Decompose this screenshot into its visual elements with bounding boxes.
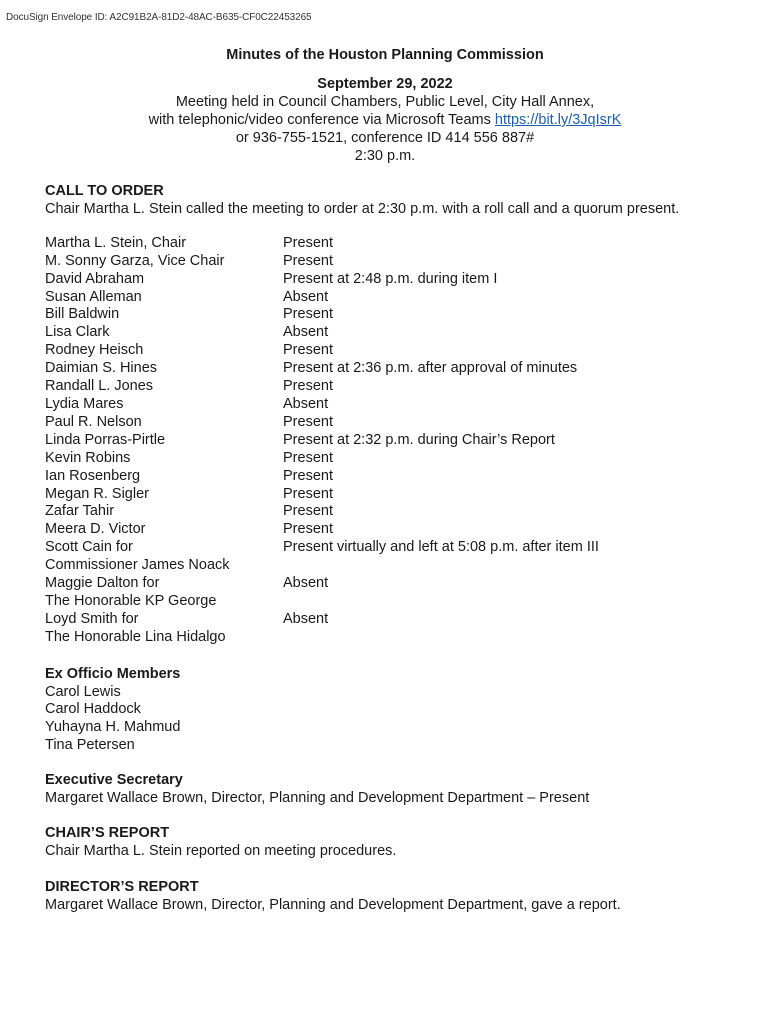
meeting-date: September 29, 2022 [317,76,453,92]
ex-officio-member: Yuhayna H. Mahmud [45,719,181,736]
executive-secretary-section [45,772,735,808]
roll-call-status: Absent [283,395,329,412]
phone-line: or 936-755-1521, conference ID 414 556 887# [235,130,535,146]
executive-secretary-text: Margaret Wallace Brown, Director, Planning and Development Department – Present [45,790,590,807]
roll-call-name: Linda Porras-Pirtle [45,431,166,448]
roll-call-name: Kevin Robins [45,449,131,466]
roll-call-name: Lydia Mares [45,395,124,412]
roll-call-status: Present [283,521,333,538]
roll-call-name: Bill Baldwin [45,306,120,323]
roll-call-name: Daimian S. Hines [45,360,158,377]
envelope-id: DocuSign Envelope ID: A2C91B2A-81D2-48AC-B635-CF0C22453265 [6,12,312,23]
roll-call-status: Present [283,252,333,269]
roll-call-status: Present [283,467,333,484]
ex-officio-member: Carol Lewis [45,683,121,700]
teams-link[interactable]: https://bit.ly/3JqIsrK [494,112,622,128]
conference-line [0,111,770,129]
document-header [0,46,770,165]
roll-call-name: The Honorable Lina Hidalgo [45,628,226,645]
roll-call-name: Zafar Tahir [45,503,115,520]
document-body [45,183,735,931]
roll-call-status: Present [283,234,333,251]
ex-officio-member: Tina Petersen [45,737,135,754]
ex-officio-member: Carol Haddock [45,701,141,718]
document-title: Minutes of the Houston Planning Commission [226,47,544,63]
roll-call-name: Randall L. Jones [45,378,154,395]
roll-call-status: Present [283,503,333,520]
roll-call-status: Present at 2:32 p.m. during Chair’s Report [283,431,555,448]
chairs-report-text: Chair Martha L. Stein reported on meeting procedures. [45,842,397,859]
roll-call-name: M. Sonny Garza, Vice Chair [45,252,225,269]
roll-call-status: Present [283,485,333,502]
roll-call-name: Paul R. Nelson [45,413,142,430]
roll-call-status [283,557,735,575]
roll-call-name: David Abraham [45,270,145,287]
roll-call-status: Present [283,306,333,323]
roll-call-name: Maggie Dalton for [45,575,160,592]
call-to-order-heading: CALL TO ORDER [45,183,164,199]
roll-call-status: Present virtually and left at 5:08 p.m. after item III [283,539,599,556]
conference-text: with telephonic/video conference via Microsoft Teams [148,112,495,128]
roll-call-name: Lisa Clark [45,324,110,341]
ex-officio-section [45,666,735,756]
roll-call-name: Commissioner James Noack [45,557,230,574]
roll-call-name: Ian Rosenberg [45,467,141,484]
chairs-report-heading: CHAIR’S REPORT [45,825,170,841]
roll-call-status: Present [283,342,333,359]
ex-officio-heading: Ex Officio Members [45,665,181,682]
roll-call-status: Present [283,449,333,466]
roll-call-name: Meera D. Victor [45,521,146,538]
roll-call-status: Absent [283,288,329,305]
executive-secretary-heading: Executive Secretary [45,772,183,789]
roll-call-status: Present [283,413,333,430]
roll-call-name: Loyd Smith for [45,610,139,627]
roll-call-status: Present [283,378,333,395]
chairs-report-section [45,825,735,861]
roll-call-name: Susan Alleman [45,288,142,305]
ex-officio-list [45,684,735,756]
roll-call-status: Present at 2:36 p.m. after approval of minutes [283,360,578,377]
roll-call-status: Absent [283,324,329,341]
call-to-order-section [45,183,735,219]
roll-call-status: Absent [283,610,329,627]
directors-report-text: Margaret Wallace Brown, Director, Planning and Development Department, gave a report. [45,896,621,913]
meeting-time: 2:30 p.m. [354,148,416,164]
roll-call-name: Megan R. Sigler [45,485,149,502]
roll-call-list [45,235,735,647]
meeting-location: Meeting held in Council Chambers, Public Level, City Hall Annex, [175,94,595,110]
roll-call-name: Martha L. Stein, Chair [45,234,187,251]
directors-report-section [45,879,735,915]
roll-call-name: The Honorable KP George [45,592,217,609]
roll-call-status: Absent [283,575,329,592]
call-to-order-text: Chair Martha L. Stein called the meeting to order at 2:30 p.m. with a roll call and a quorum present. [45,200,680,217]
directors-report-heading: DIRECTOR’S REPORT [45,878,199,895]
roll-call-status [283,629,735,647]
roll-call-name: Rodney Heisch [45,342,144,359]
roll-call-name: Scott Cain for [45,539,133,556]
roll-call-status [283,593,735,611]
roll-call-status: Present at 2:48 p.m. during item I [283,270,498,287]
